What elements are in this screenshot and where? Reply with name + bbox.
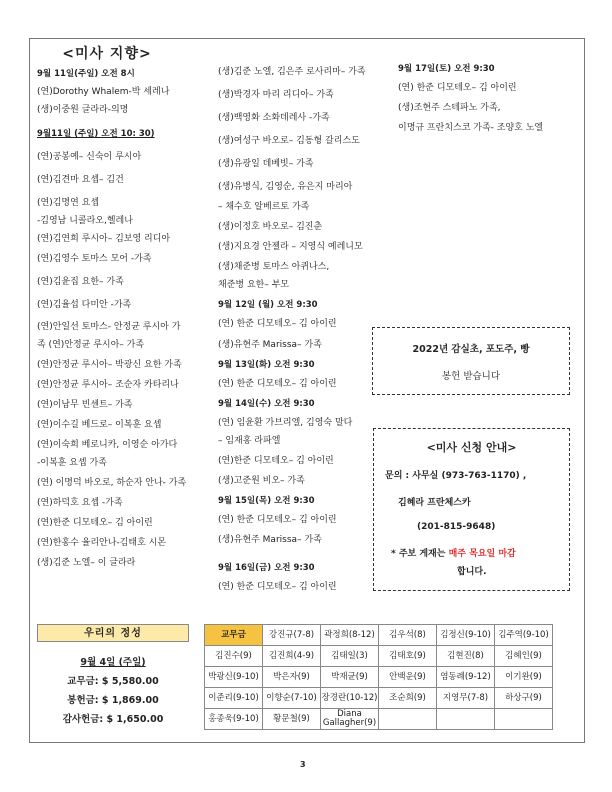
mass-time-heading: 9월 17일(토) 오전 9:30 — [398, 64, 495, 74]
table-cell — [437, 709, 495, 730]
intention-line: (연)안일선 토마스- 안정균 루시아 가 — [37, 322, 181, 332]
table-cell: 하상구(9) — [495, 688, 553, 709]
note-deadline: 매주 목요일 마감 — [448, 549, 516, 559]
page-number: 3 — [300, 760, 306, 769]
intention-line: (생)유병식, 김영순, 유은지 마리아 — [218, 182, 353, 192]
table-cell: 황문철(9) — [263, 709, 321, 730]
mass-intentions-title: <미사 지향> — [62, 46, 152, 62]
mass-time-heading: 9월 11일(주일) 오전 8시 — [37, 69, 135, 79]
offering-section — [37, 624, 189, 744]
mass-request-contact-name: 김혜라 프란체스카 — [398, 498, 471, 508]
intention-line: (연)김율섭 다미안 -가족 — [37, 300, 132, 310]
table-cell: 김혜인(9) — [495, 646, 553, 667]
mass-request-note — [374, 546, 569, 559]
intention-line: (연)한홍수 율리안나-김태호 시몬 — [37, 538, 167, 548]
intention-line: – 임재홍 라파엘 — [218, 436, 281, 446]
mass-time-heading: 9월 13일(화) 오전 9:30 — [218, 360, 315, 370]
intention-line: (생)유광일 데베빗– 가족 — [218, 159, 314, 169]
intention-line: (생)채준병 토마스 아퀴나스, — [218, 262, 330, 272]
table-cell: 이준리(9-10) — [205, 688, 263, 709]
intention-line: (연)공봉예– 신숙이 루시아 — [37, 152, 142, 162]
table-row — [205, 646, 553, 667]
intention-line: (연)김명연 요셉 — [37, 198, 100, 208]
intention-line: (연) 한준 디모테오– 김 아이린 — [218, 515, 337, 525]
intention-line: (생)유현주 Marissa– 가족 — [218, 535, 322, 545]
intention-line: -김영남 니콜라오,헬레나 — [37, 216, 133, 226]
table-cell — [495, 709, 553, 730]
table-cell: 이기완(9) — [495, 667, 553, 688]
offering-offertory: 봉헌금: $ 1,869.00 — [67, 695, 159, 706]
intention-line: (연) 임윤환 가브리엘, 김영숙 말다 — [218, 418, 353, 428]
intention-line: 이명규 프란치스코 가족- 조양호 노엘 — [398, 123, 544, 133]
intention-line: (연)김연희 루시아– 김보영 리디아 — [37, 234, 171, 244]
offering-thanksgiving: 감사헌금: $ 1,650.00 — [62, 714, 164, 725]
intention-line: (연)안정균 루시아– 박광신 요한 가족 — [37, 360, 182, 370]
intention-line: (생)조현주 스테파노 가족, — [398, 103, 501, 113]
table-cell: 김주역(9-10) — [495, 625, 553, 646]
note-prefix: * 주보 게재는 — [391, 549, 449, 559]
intention-line: (연)한준 디모테오– 김 아이린 — [218, 456, 334, 466]
intentions-column-2 — [218, 66, 396, 593]
mass-time-heading: 9월11일 (주일) 오전 10: 30) — [37, 129, 155, 139]
table-cell: 안백운(9) — [379, 667, 437, 688]
table-cell: 장경란(10-12) — [321, 688, 379, 709]
table-cell: 김태일(3) — [321, 646, 379, 667]
intention-line: (연) 한준 디모테오– 김 아이린 — [218, 319, 337, 329]
table-cell: 강진규(7-8) — [263, 625, 321, 646]
intention-line: (연)이수길 베드로– 이복훈 요셉 — [37, 420, 162, 430]
harvest-notice-line2: 봉헌 받습니다 — [441, 371, 501, 382]
intention-line: (생)고준원 비오– 가족 — [218, 476, 305, 486]
table-cell — [379, 709, 437, 730]
intention-line: (연)김영수 토마스 모어 -가족 — [37, 254, 152, 264]
intentions-column-1 — [37, 48, 212, 569]
intention-line: (생)지요경 안젤라 – 지영식 예레니모 — [218, 242, 363, 252]
table-cell: 박은자(9) — [263, 667, 321, 688]
mass-time-heading: 9월 14일(수) 오전 9:30 — [218, 399, 315, 409]
intention-line: (연)안정균 루시아– 조순자 카타리나 — [37, 380, 179, 390]
mass-time-heading: 9월 15일(목) 오전 9:30 — [218, 496, 315, 506]
intention-line: (생)이정호 바오로– 김진춘 — [218, 222, 323, 232]
table-cell: 박광신(9-10) — [205, 667, 263, 688]
offering-header: 우리의 정성 — [37, 624, 189, 642]
table-cell: 김현진(8) — [437, 646, 495, 667]
table-cell: 염동례(9-12) — [437, 667, 495, 688]
intention-line: (연)하덕호 요셉 -가족 — [37, 498, 123, 508]
intentions-list-2 — [218, 66, 396, 593]
table-cell: 박재균(9) — [321, 667, 379, 688]
table-cell: 김태호(9) — [379, 646, 437, 667]
table-cell: Diana Gallagher(9) — [321, 709, 379, 730]
intention-line: (연)Dorothy Whalem-박 세레나 — [37, 87, 170, 97]
dues-header-cell: 교무금 — [205, 625, 263, 646]
intention-line: (연) 한준 디모테오– 김 아이린 — [218, 582, 337, 592]
mass-time-heading: 9월 16일(금) 오전 9:30 — [218, 563, 315, 573]
mass-request-note-suffix: 합니다. — [457, 567, 487, 577]
intentions-list-3 — [398, 63, 583, 134]
intention-line: (연)한준 디모테오– 김 아이린 — [37, 518, 153, 528]
mass-request-phone: (201-815-9648) — [417, 522, 496, 532]
table-row — [205, 667, 553, 688]
intentions-list-1 — [37, 68, 212, 569]
intention-line: (생)여성구 바오로– 김동형 갈리스도 — [218, 136, 360, 146]
intention-line: (연)이남무 빈센트– 가족 — [37, 400, 133, 410]
intention-line: (연)김견마 요셉– 김건 — [37, 175, 124, 185]
intention-line: (연) 한준 디모테오– 김 아이린 — [398, 83, 517, 93]
intention-line: (생)김준 노엘, 김은주 로사리마– 가족 — [218, 67, 366, 77]
table-row — [205, 688, 553, 709]
intention-line: (생)유현주 Marissa– 가족 — [218, 340, 322, 350]
offering-collection: 교무금: $ 5,580.00 — [67, 676, 159, 687]
harvest-notice-line1: 2022년 감실초, 포도주, 빵 — [412, 344, 530, 355]
table-cell: 홍종욱(9-10) — [205, 709, 263, 730]
mass-request-title: <미사 신청 안내> — [426, 441, 517, 454]
mass-request-contact: 문의 : 사무실 (973-763-1170) , — [385, 471, 527, 481]
table-row — [205, 625, 553, 646]
table-cell: 김우석(8) — [379, 625, 437, 646]
intention-line: (연) 이명덕 바오로, 하순자 안나- 가족 — [37, 478, 187, 488]
intention-line: – 채수호 알베르토 가족 — [218, 202, 310, 212]
intention-line: 족 (연)안정균 루시아– 가족 — [37, 340, 145, 350]
table-cell: 조순희(9) — [379, 688, 437, 709]
dues-table — [204, 624, 553, 730]
table-cell: 김진수(9) — [205, 646, 263, 667]
table-cell: 곽정희(8-12) — [321, 625, 379, 646]
intention-line: (생)박경자 마리 리디아– 가족 — [218, 90, 334, 100]
mass-request-box — [373, 428, 570, 591]
intention-line: (생)백영화 소화데레사 -가족 — [218, 113, 330, 123]
intention-line: (생)이중원 글라라-의명 — [37, 105, 129, 115]
intention-line: 채준병 요한– 부모 — [218, 280, 290, 290]
table-cell: 이향순(7-10) — [263, 688, 321, 709]
table-cell: 지영무(7-8) — [437, 688, 495, 709]
offering-date: 9월 4일 (주일) — [80, 657, 146, 668]
intention-line: (연)이숙희 베로니카, 이영순 아가다 — [37, 440, 178, 450]
intention-line: (생)김준 노엘– 이 글라라 — [37, 558, 136, 568]
intention-line: (연) 한준 디모테오– 김 아이린 — [218, 379, 337, 389]
table-cell: 김정신(9-10) — [437, 625, 495, 646]
intentions-column-3 — [398, 63, 583, 134]
intention-line: -이복훈 요셉 가족 — [37, 458, 107, 468]
mass-time-heading: 9월 12일 (월) 오전 9:30 — [218, 300, 318, 310]
harvest-notice-box — [372, 327, 570, 395]
intention-line: (연)김윤집 요한– 가족 — [37, 277, 124, 287]
table-cell: 김진희(4-9) — [263, 646, 321, 667]
table-row — [205, 709, 553, 730]
